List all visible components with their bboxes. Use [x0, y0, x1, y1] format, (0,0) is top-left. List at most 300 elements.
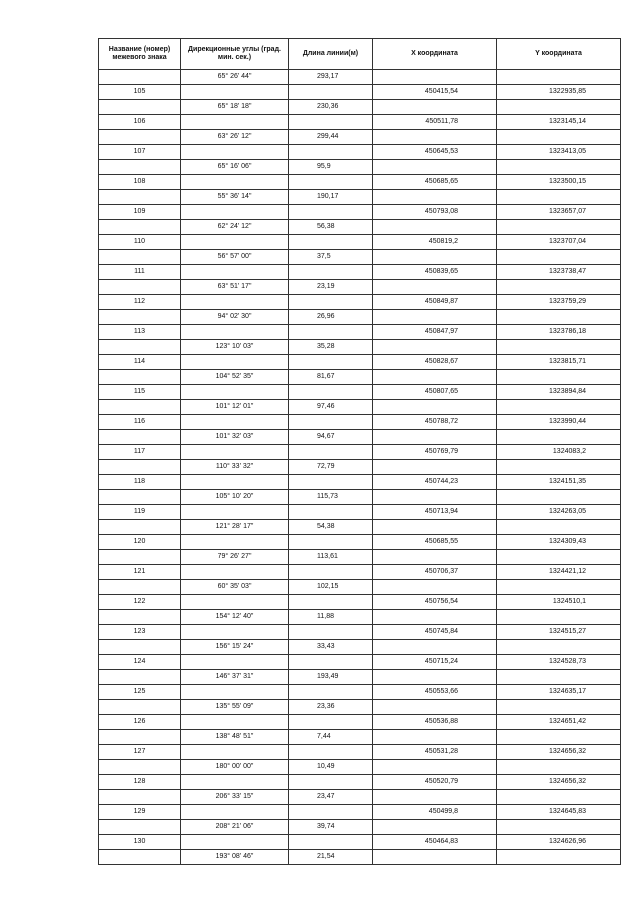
direction-angle-cell: 154° 12' 40" — [181, 610, 289, 625]
point-row — [99, 475, 621, 490]
line-length-cell: 23,47 — [289, 790, 373, 805]
direction-angle-cell: 65° 18' 18" — [181, 100, 289, 115]
point-row — [99, 295, 621, 310]
segment-name-cell — [99, 730, 181, 745]
segment-row — [99, 460, 621, 475]
y-coordinate-cell: 1324510,1 — [497, 595, 621, 610]
point-name-cell: 128 — [99, 775, 181, 790]
point-name-cell: 124 — [99, 655, 181, 670]
direction-angle-cell: 110° 33' 32" — [181, 460, 289, 475]
direction-angle-cell: 55° 36' 14" — [181, 190, 289, 205]
point-name-cell: 126 — [99, 715, 181, 730]
point-length-cell — [289, 145, 373, 160]
segment-row — [99, 370, 621, 385]
segment-name-cell — [99, 70, 181, 85]
segment-x-cell — [373, 280, 497, 295]
point-row — [99, 535, 621, 550]
y-coordinate-cell: 1323657,07 — [497, 205, 621, 220]
x-coordinate-cell: 450520,79 — [373, 775, 497, 790]
segment-row — [99, 820, 621, 835]
segment-row — [99, 700, 621, 715]
line-length-cell: 115,73 — [289, 490, 373, 505]
x-coordinate-cell: 450847,97 — [373, 325, 497, 340]
segment-row — [99, 640, 621, 655]
segment-name-cell — [99, 280, 181, 295]
segment-y-cell — [497, 190, 621, 205]
point-name-cell: 123 — [99, 625, 181, 640]
point-row — [99, 325, 621, 340]
point-angle-cell — [181, 745, 289, 760]
direction-angle-cell: 104° 52' 35" — [181, 370, 289, 385]
point-name-cell: 116 — [99, 415, 181, 430]
x-coordinate-cell: 450511,78 — [373, 115, 497, 130]
direction-angle-cell: 94° 02' 30" — [181, 310, 289, 325]
header-y: Y координата — [497, 39, 621, 70]
segment-name-cell — [99, 640, 181, 655]
direction-angle-cell: 123° 10' 03" — [181, 340, 289, 355]
direction-angle-cell: 63° 26' 12" — [181, 130, 289, 145]
line-length-cell: 97,46 — [289, 400, 373, 415]
y-coordinate-cell: 1324656,32 — [497, 745, 621, 760]
line-length-cell: 7,44 — [289, 730, 373, 745]
point-angle-cell — [181, 235, 289, 250]
header-length: Длина линии(м) — [289, 39, 373, 70]
point-row — [99, 385, 621, 400]
segment-row — [99, 580, 621, 595]
x-coordinate-cell: 450769,79 — [373, 445, 497, 460]
segment-name-cell — [99, 790, 181, 805]
segment-row — [99, 160, 621, 175]
point-angle-cell — [181, 295, 289, 310]
point-angle-cell — [181, 385, 289, 400]
point-row — [99, 805, 621, 820]
segment-x-cell — [373, 850, 497, 865]
line-length-cell: 35,28 — [289, 340, 373, 355]
point-row — [99, 505, 621, 520]
segment-name-cell — [99, 520, 181, 535]
line-length-cell: 39,74 — [289, 820, 373, 835]
point-row — [99, 685, 621, 700]
y-coordinate-cell: 1323707,04 — [497, 235, 621, 250]
segment-name-cell — [99, 610, 181, 625]
segment-y-cell — [497, 580, 621, 595]
line-length-cell: 95,9 — [289, 160, 373, 175]
segment-y-cell — [497, 160, 621, 175]
line-length-cell: 193,49 — [289, 670, 373, 685]
line-length-cell: 113,61 — [289, 550, 373, 565]
point-angle-cell — [181, 565, 289, 580]
point-length-cell — [289, 415, 373, 430]
point-angle-cell — [181, 205, 289, 220]
point-length-cell — [289, 595, 373, 610]
boundary-coordinates-table — [98, 38, 621, 865]
direction-angle-cell: 101° 12' 01" — [181, 400, 289, 415]
point-length-cell — [289, 295, 373, 310]
point-row — [99, 655, 621, 670]
segment-row — [99, 250, 621, 265]
segment-x-cell — [373, 760, 497, 775]
direction-angle-cell: 101° 32' 03" — [181, 430, 289, 445]
segment-y-cell — [497, 250, 621, 265]
line-length-cell: 54,38 — [289, 520, 373, 535]
segment-y-cell — [497, 730, 621, 745]
segment-y-cell — [497, 850, 621, 865]
segment-name-cell — [99, 160, 181, 175]
segment-name-cell — [99, 580, 181, 595]
segment-x-cell — [373, 820, 497, 835]
y-coordinate-cell: 1324421,12 — [497, 565, 621, 580]
point-row — [99, 745, 621, 760]
point-name-cell: 117 — [99, 445, 181, 460]
segment-row — [99, 730, 621, 745]
point-length-cell — [289, 745, 373, 760]
point-angle-cell — [181, 835, 289, 850]
line-length-cell: 23,36 — [289, 700, 373, 715]
segment-row — [99, 490, 621, 505]
direction-angle-cell: 105° 10' 20" — [181, 490, 289, 505]
point-row — [99, 85, 621, 100]
segment-name-cell — [99, 190, 181, 205]
point-angle-cell — [181, 595, 289, 610]
y-coordinate-cell: 1324309,43 — [497, 535, 621, 550]
point-length-cell — [289, 805, 373, 820]
x-coordinate-cell: 450685,55 — [373, 535, 497, 550]
line-length-cell: 11,88 — [289, 610, 373, 625]
point-name-cell: 107 — [99, 145, 181, 160]
point-row — [99, 205, 621, 220]
x-coordinate-cell: 450645,53 — [373, 145, 497, 160]
point-length-cell — [289, 775, 373, 790]
point-row — [99, 565, 621, 580]
line-length-cell: 293,17 — [289, 70, 373, 85]
direction-angle-cell: 63° 51' 17" — [181, 280, 289, 295]
segment-y-cell — [497, 820, 621, 835]
segment-x-cell — [373, 730, 497, 745]
line-length-cell: 102,15 — [289, 580, 373, 595]
x-coordinate-cell: 450553,66 — [373, 685, 497, 700]
segment-x-cell — [373, 520, 497, 535]
segment-x-cell — [373, 490, 497, 505]
header-x: X координата — [373, 39, 497, 70]
x-coordinate-cell: 450756,54 — [373, 595, 497, 610]
point-angle-cell — [181, 775, 289, 790]
segment-x-cell — [373, 250, 497, 265]
point-row — [99, 835, 621, 850]
line-length-cell: 230,36 — [289, 100, 373, 115]
point-name-cell: 121 — [99, 565, 181, 580]
point-row — [99, 145, 621, 160]
segment-name-cell — [99, 550, 181, 565]
segment-y-cell — [497, 310, 621, 325]
point-length-cell — [289, 385, 373, 400]
segment-y-cell — [497, 550, 621, 565]
segment-y-cell — [497, 100, 621, 115]
point-row — [99, 415, 621, 430]
y-coordinate-cell: 1323145,14 — [497, 115, 621, 130]
point-length-cell — [289, 475, 373, 490]
point-row — [99, 235, 621, 250]
segment-name-cell — [99, 250, 181, 265]
point-name-cell: 105 — [99, 85, 181, 100]
point-name-cell: 112 — [99, 295, 181, 310]
header-angles: Дирекционные углы (град. мин. сек.) — [181, 39, 289, 70]
line-length-cell: 72,79 — [289, 460, 373, 475]
segment-y-cell — [497, 400, 621, 415]
x-coordinate-cell: 450706,37 — [373, 565, 497, 580]
point-length-cell — [289, 535, 373, 550]
point-row — [99, 715, 621, 730]
segment-name-cell — [99, 820, 181, 835]
point-length-cell — [289, 175, 373, 190]
segment-row — [99, 760, 621, 775]
point-angle-cell — [181, 685, 289, 700]
segment-x-cell — [373, 310, 497, 325]
x-coordinate-cell: 450849,87 — [373, 295, 497, 310]
segment-name-cell — [99, 850, 181, 865]
segment-name-cell — [99, 400, 181, 415]
x-coordinate-cell: 450713,94 — [373, 505, 497, 520]
segment-row — [99, 190, 621, 205]
point-name-cell: 113 — [99, 325, 181, 340]
segment-x-cell — [373, 790, 497, 805]
segment-y-cell — [497, 460, 621, 475]
point-angle-cell — [181, 475, 289, 490]
direction-angle-cell: 65° 26' 44" — [181, 70, 289, 85]
segment-name-cell — [99, 370, 181, 385]
point-length-cell — [289, 625, 373, 640]
point-length-cell — [289, 445, 373, 460]
point-angle-cell — [181, 145, 289, 160]
segment-y-cell — [497, 640, 621, 655]
point-length-cell — [289, 85, 373, 100]
y-coordinate-cell: 1324656,32 — [497, 775, 621, 790]
y-coordinate-cell: 1324645,83 — [497, 805, 621, 820]
line-length-cell: 10,49 — [289, 760, 373, 775]
point-angle-cell — [181, 625, 289, 640]
point-angle-cell — [181, 505, 289, 520]
point-row — [99, 775, 621, 790]
direction-angle-cell: 138° 48' 51" — [181, 730, 289, 745]
segment-y-cell — [497, 670, 621, 685]
line-length-cell: 94,67 — [289, 430, 373, 445]
point-angle-cell — [181, 355, 289, 370]
point-name-cell: 106 — [99, 115, 181, 130]
line-length-cell: 190,17 — [289, 190, 373, 205]
x-coordinate-cell: 450536,88 — [373, 715, 497, 730]
point-length-cell — [289, 505, 373, 520]
point-length-cell — [289, 565, 373, 580]
segment-x-cell — [373, 160, 497, 175]
y-coordinate-cell: 1323759,29 — [497, 295, 621, 310]
table-header-row — [99, 39, 621, 70]
segment-name-cell — [99, 340, 181, 355]
y-coordinate-cell: 1324651,42 — [497, 715, 621, 730]
point-length-cell — [289, 655, 373, 670]
segment-x-cell — [373, 670, 497, 685]
direction-angle-cell: 121° 28' 17" — [181, 520, 289, 535]
segment-row — [99, 130, 621, 145]
direction-angle-cell: 60° 35' 03" — [181, 580, 289, 595]
point-row — [99, 115, 621, 130]
direction-angle-cell: 65° 16' 06" — [181, 160, 289, 175]
point-angle-cell — [181, 325, 289, 340]
point-angle-cell — [181, 175, 289, 190]
x-coordinate-cell: 450745,84 — [373, 625, 497, 640]
y-coordinate-cell: 1322935,85 — [497, 85, 621, 100]
header-name: Название (номер) межевого знака — [99, 39, 181, 70]
point-angle-cell — [181, 85, 289, 100]
segment-row — [99, 100, 621, 115]
x-coordinate-cell: 450839,65 — [373, 265, 497, 280]
line-length-cell: 23,19 — [289, 280, 373, 295]
segment-y-cell — [497, 610, 621, 625]
segment-name-cell — [99, 700, 181, 715]
segment-y-cell — [497, 490, 621, 505]
segment-y-cell — [497, 70, 621, 85]
point-length-cell — [289, 685, 373, 700]
point-name-cell: 118 — [99, 475, 181, 490]
point-angle-cell — [181, 655, 289, 670]
segment-row — [99, 790, 621, 805]
point-row — [99, 355, 621, 370]
x-coordinate-cell: 450685,65 — [373, 175, 497, 190]
segment-row — [99, 520, 621, 535]
point-angle-cell — [181, 805, 289, 820]
segment-row — [99, 430, 621, 445]
segment-row — [99, 610, 621, 625]
x-coordinate-cell: 450715,24 — [373, 655, 497, 670]
direction-angle-cell: 193° 08' 46" — [181, 850, 289, 865]
x-coordinate-cell: 450807,65 — [373, 385, 497, 400]
point-row — [99, 625, 621, 640]
segment-row — [99, 340, 621, 355]
segment-name-cell — [99, 430, 181, 445]
segment-name-cell — [99, 490, 181, 505]
segment-y-cell — [497, 220, 621, 235]
segment-name-cell — [99, 460, 181, 475]
table-body — [99, 70, 621, 865]
line-length-cell: 37,5 — [289, 250, 373, 265]
segment-name-cell — [99, 760, 181, 775]
y-coordinate-cell: 1323738,47 — [497, 265, 621, 280]
y-coordinate-cell: 1323894,84 — [497, 385, 621, 400]
line-length-cell: 81,67 — [289, 370, 373, 385]
segment-x-cell — [373, 370, 497, 385]
x-coordinate-cell: 450531,28 — [373, 745, 497, 760]
x-coordinate-cell: 450415,54 — [373, 85, 497, 100]
segment-x-cell — [373, 400, 497, 415]
x-coordinate-cell: 450828,67 — [373, 355, 497, 370]
point-length-cell — [289, 115, 373, 130]
segment-y-cell — [497, 370, 621, 385]
segment-y-cell — [497, 700, 621, 715]
y-coordinate-cell: 1323413,05 — [497, 145, 621, 160]
direction-angle-cell: 156° 15' 24" — [181, 640, 289, 655]
point-length-cell — [289, 715, 373, 730]
direction-angle-cell: 135° 55' 09" — [181, 700, 289, 715]
x-coordinate-cell: 450819,2 — [373, 235, 497, 250]
y-coordinate-cell: 1323815,71 — [497, 355, 621, 370]
point-angle-cell — [181, 715, 289, 730]
point-length-cell — [289, 235, 373, 250]
line-length-cell: 26,96 — [289, 310, 373, 325]
line-length-cell: 299,44 — [289, 130, 373, 145]
segment-row — [99, 670, 621, 685]
point-row — [99, 175, 621, 190]
segment-x-cell — [373, 460, 497, 475]
point-name-cell: 114 — [99, 355, 181, 370]
x-coordinate-cell: 450464,83 — [373, 835, 497, 850]
segment-row — [99, 400, 621, 415]
point-name-cell: 120 — [99, 535, 181, 550]
segment-x-cell — [373, 700, 497, 715]
point-name-cell: 127 — [99, 745, 181, 760]
direction-angle-cell: 79° 26' 27" — [181, 550, 289, 565]
point-angle-cell — [181, 115, 289, 130]
point-name-cell: 110 — [99, 235, 181, 250]
segment-x-cell — [373, 220, 497, 235]
x-coordinate-cell: 450744,23 — [373, 475, 497, 490]
point-name-cell: 119 — [99, 505, 181, 520]
x-coordinate-cell: 450499,8 — [373, 805, 497, 820]
point-length-cell — [289, 265, 373, 280]
direction-angle-cell: 56° 57' 00" — [181, 250, 289, 265]
direction-angle-cell: 206° 33' 15" — [181, 790, 289, 805]
direction-angle-cell: 146° 37' 31" — [181, 670, 289, 685]
segment-name-cell — [99, 670, 181, 685]
segment-x-cell — [373, 640, 497, 655]
segment-x-cell — [373, 70, 497, 85]
point-name-cell: 122 — [99, 595, 181, 610]
point-name-cell: 109 — [99, 205, 181, 220]
y-coordinate-cell: 1324626,96 — [497, 835, 621, 850]
x-coordinate-cell: 450793,08 — [373, 205, 497, 220]
segment-x-cell — [373, 100, 497, 115]
segment-name-cell — [99, 100, 181, 115]
point-length-cell — [289, 835, 373, 850]
point-length-cell — [289, 355, 373, 370]
point-row — [99, 265, 621, 280]
segment-row — [99, 550, 621, 565]
point-name-cell: 108 — [99, 175, 181, 190]
y-coordinate-cell: 1323990,44 — [497, 415, 621, 430]
line-length-cell: 56,38 — [289, 220, 373, 235]
segment-y-cell — [497, 280, 621, 295]
segment-row — [99, 280, 621, 295]
direction-angle-cell: 180° 00' 00" — [181, 760, 289, 775]
segment-x-cell — [373, 550, 497, 565]
point-angle-cell — [181, 445, 289, 460]
y-coordinate-cell: 1324528,73 — [497, 655, 621, 670]
y-coordinate-cell: 1324635,17 — [497, 685, 621, 700]
segment-x-cell — [373, 340, 497, 355]
segment-y-cell — [497, 130, 621, 145]
y-coordinate-cell: 1323786,18 — [497, 325, 621, 340]
y-coordinate-cell: 1324263,05 — [497, 505, 621, 520]
segment-x-cell — [373, 190, 497, 205]
point-row — [99, 445, 621, 460]
line-length-cell: 33,43 — [289, 640, 373, 655]
segment-y-cell — [497, 520, 621, 535]
direction-angle-cell: 208° 21' 06" — [181, 820, 289, 835]
direction-angle-cell: 62° 24' 12" — [181, 220, 289, 235]
segment-x-cell — [373, 430, 497, 445]
y-coordinate-cell: 1323500,15 — [497, 175, 621, 190]
y-coordinate-cell: 1324515,27 — [497, 625, 621, 640]
point-name-cell: 111 — [99, 265, 181, 280]
point-name-cell: 129 — [99, 805, 181, 820]
segment-y-cell — [497, 760, 621, 775]
